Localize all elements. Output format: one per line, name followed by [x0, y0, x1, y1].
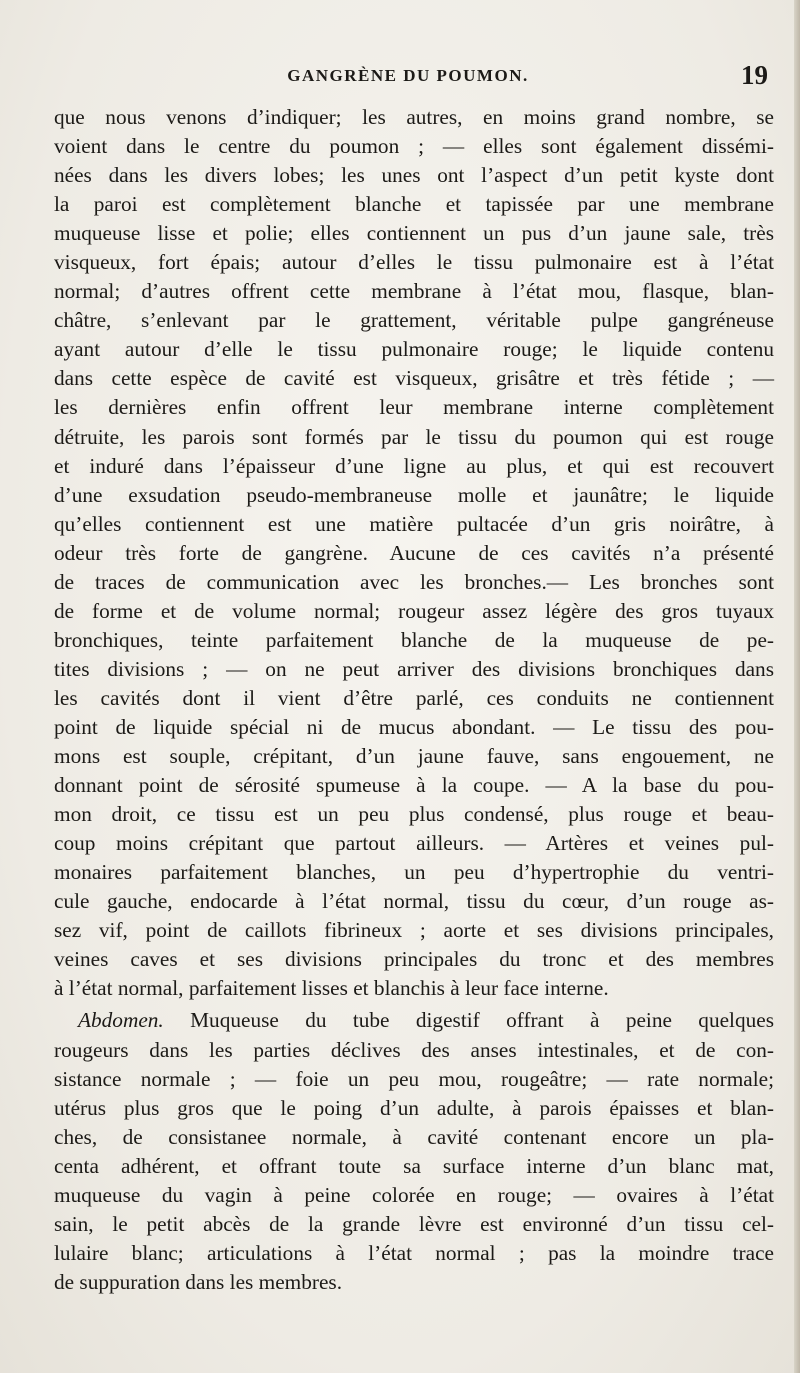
text-line: détruite, les parois sont formés par le tissu du poumon qui est rouge [54, 424, 774, 449]
text-line: centa adhérent, et offrant toute sa surface interne d’un blanc mat, [54, 1153, 774, 1178]
text-line: veines caves et ses divisions principales du tronc et des membres [54, 947, 774, 972]
text-line: sez vif, point de caillots fibrineux ; aorte et ses divisions principales, [54, 918, 774, 943]
text-line: de traces de communication avec les bronches.— Les bronches sont [54, 569, 774, 594]
text-line: la paroi est complètement blanche et tapissée par une membrane [54, 192, 774, 217]
text-line: utérus plus gros que le poing d’un adulte, à parois épaisses et blan- [54, 1095, 774, 1120]
body-text [54, 103, 774, 1297]
text-line: muqueuse du vagin à peine colorée en rouge; — ovaires à l’état [54, 1182, 774, 1207]
text-line: ches, de consistanee normale, à cavité contenant encore un pla- [54, 1124, 774, 1149]
running-title: GANGRÈNE DU POUMON. [287, 66, 529, 85]
text-line: de suppuration dans les membres. [54, 1269, 343, 1294]
text-line: bronchiques, teinte parfaitement blanche de la muqueuse de pe- [54, 627, 774, 652]
page-number: 19 [741, 60, 768, 90]
paragraph-1 [54, 103, 774, 1003]
text-line: cule gauche, endocarde à l’état normal, tissu du cœur, d’un rouge as- [54, 889, 774, 914]
text-line: sain, le petit abcès de la grande lèvre est environné d’un tissu cel- [54, 1211, 774, 1236]
text-line: tites divisions ; — on ne peut arriver des divisions bronchiques dans [54, 656, 774, 681]
text-line: châtre, s’enlevant par le grattement, véritable pulpe gangréneuse [54, 308, 774, 333]
page-edge [794, 0, 800, 1373]
text-line: mons est souple, crépitant, d’un jaune fauve, sans engouement, ne [54, 744, 774, 769]
text-line: les cavités dont il vient d’être parlé, ces conduits ne contiennent [54, 685, 774, 710]
text-line: les dernières enfin offrent leur membrane interne complètement [54, 395, 774, 420]
text-line: normal; d’autres offrent cette membrane à l’état mou, flasque, blan- [54, 279, 774, 304]
text-line: et induré dans l’épaisseur d’une ligne au plus, et qui est recouvert [54, 453, 774, 478]
text-line [54, 1006, 774, 1035]
text-line: nées dans les divers lobes; les unes ont l’aspect d’un petit kyste dont [54, 163, 774, 188]
text-line: mon droit, ce tissu est un peu plus condensé, plus rouge et beau- [54, 802, 774, 827]
text-line: visqueux, fort épais; autour d’elles le tissu pulmonaire est à l’état [54, 250, 774, 275]
text-line: dans cette espèce de cavité est visqueux, grisâtre et très fétide ; — [54, 366, 774, 391]
text-line-rest: Muqueuse du tube digestif offrant à peine quelques [163, 1008, 774, 1033]
text-line: d’une exsudation pseudo-membraneuse molle et jaunâtre; le liquide [54, 482, 774, 507]
text-line: monaires parfaitement blanches, un peu d’hypertrophie du ventri- [54, 860, 774, 885]
paragraph-lead: Abdomen. [78, 1008, 164, 1033]
text-line: muqueuse lisse et polie; elles contiennent un pus d’un jaune sale, très [54, 221, 774, 246]
text-line: qu’elles contiennent est une matière pultacée d’un gris noirâtre, à [54, 511, 774, 536]
text-line: point de liquide spécial ni de mucus abondant. — Le tissu des pou- [54, 714, 774, 739]
text-line: odeur très forte de gangrène. Aucune de ces cavités n’a présenté [54, 540, 774, 565]
text-line: ayant autour d’elle le tissu pulmonaire rouge; le liquide contenu [54, 337, 774, 362]
text-line: sistance normale ; — foie un peu mou, rougeâtre; — rate normale; [54, 1066, 774, 1091]
text-line: coup moins crépitant que partout ailleurs. — Artères et veines pul- [54, 831, 774, 856]
text-line: donnant point de sérosité spumeuse à la coupe. — A la base du pou- [54, 773, 774, 798]
text-line: de forme et de volume normal; rougeur assez légère des gros tuyaux [54, 598, 774, 623]
page-header [48, 62, 768, 92]
paragraph-2 [54, 1006, 774, 1296]
text-line: voient dans le centre du poumon ; — elles sont également dissémi- [54, 134, 774, 159]
text-line: à l’état normal, parfaitement lisses et blanchis à leur face interne. [54, 976, 609, 1001]
text-line: lulaire blanc; articulations à l’état normal ; pas la moindre trace [54, 1240, 774, 1265]
text-line: rougeurs dans les parties déclives des anses intestinales, et de con- [54, 1037, 774, 1062]
text-line: que nous venons d’indiquer; les autres, en moins grand nombre, se [54, 105, 774, 129]
